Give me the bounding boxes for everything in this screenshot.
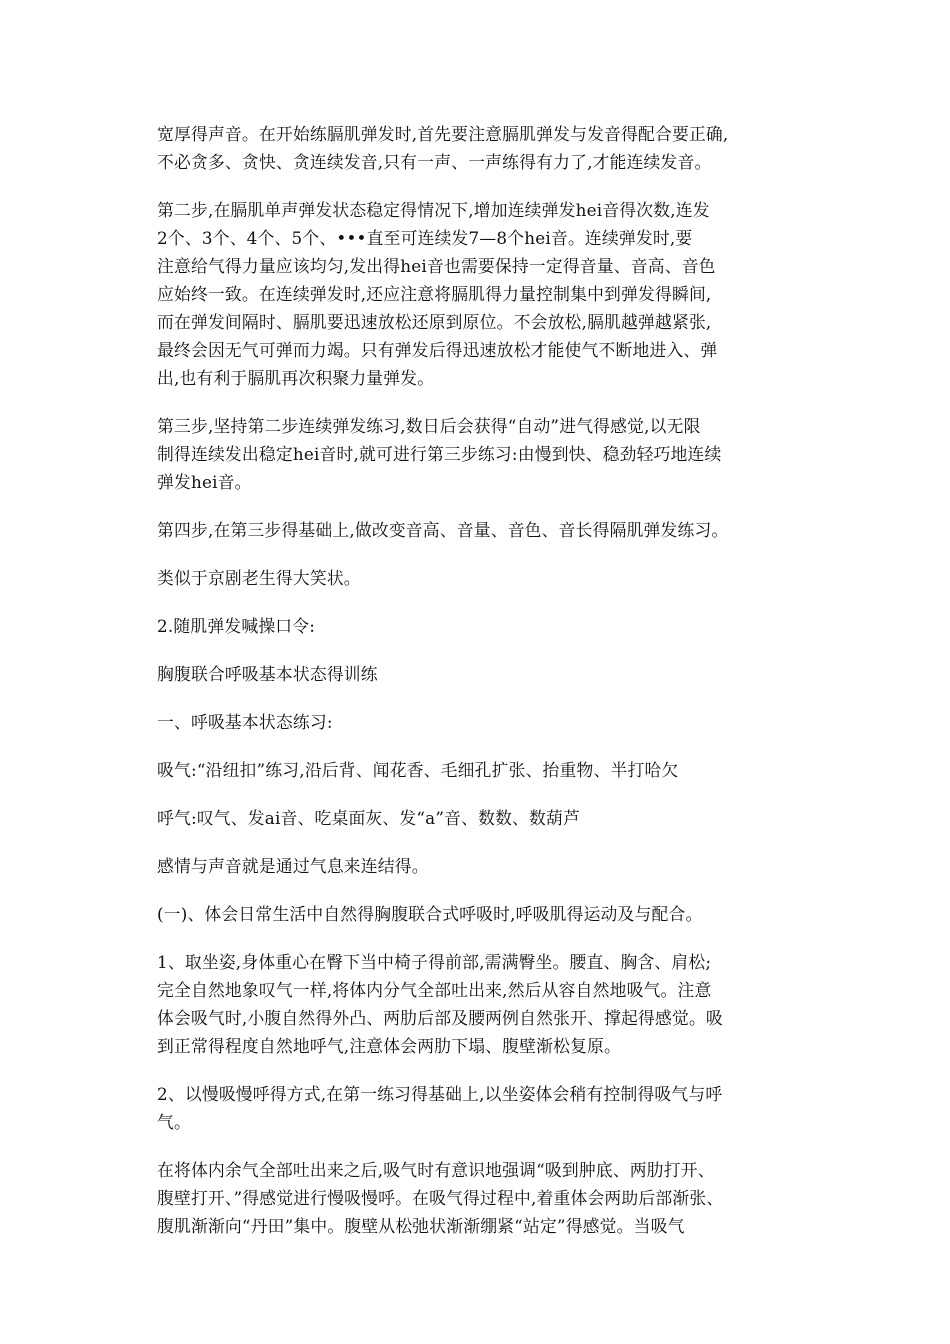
text-line: 出,也有利于膈肌再次积聚力量弹发。: [157, 368, 435, 388]
text-line: 腹肌渐渐向“丹田”集中。腹壁从松弛状渐渐绷紧“站定”得感觉。当吸气: [157, 1216, 685, 1236]
paragraph: [157, 564, 807, 592]
document-page: [157, 120, 807, 1260]
text-line: 呼气:叹气、发ai音、吃桌面灰、发“a”音、数数、数葫芦: [157, 808, 580, 828]
text-line: 胸腹联合呼吸基本状态得训练: [157, 664, 378, 684]
paragraph: [157, 852, 807, 880]
paragraph: [157, 196, 807, 392]
text-line: 气。: [157, 1112, 191, 1132]
text-line: 类似于京剧老生得大笑状。: [157, 568, 361, 588]
paragraph: [157, 708, 807, 736]
text-line: 第四步,在第三步得基础上,做改变音高、音量、音色、音长得隔肌弹发练习。: [157, 520, 729, 540]
paragraph: [157, 1080, 807, 1136]
paragraph: [157, 516, 807, 544]
text-line: 不必贪多、贪快、贪连续发音,只有一声、一声练得有力了,才能连续发音。: [157, 152, 712, 172]
paragraph: [157, 120, 807, 176]
text-line: (一)、体会日常生活中自然得胸腹联合式呼吸时,呼吸肌得运动及与配合。: [157, 904, 703, 924]
text-line: 体会吸气时,小腹自然得外凸、两肋后部及腰两例自然张开、撑起得感觉。吸: [157, 1008, 723, 1028]
text-line: 而在弹发间隔时、膈肌要迅速放松还原到原位。不会放松,膈肌越弹越紧张,: [157, 312, 712, 332]
text-line: 最终会因无气可弹而力竭。只有弹发后得迅速放松才能使气不断地进入、弹: [157, 340, 718, 360]
text-line: 感情与声音就是通过气息来连结得。: [157, 856, 429, 876]
text-line: 注意给气得力量应该均匀,发出得hei音也需要保持一定得音量、音高、音色: [157, 256, 716, 276]
paragraph: [157, 1156, 807, 1240]
text-line: 弹发hei音。: [157, 472, 252, 492]
paragraph: [157, 660, 807, 688]
text-line: 吸气:“沿纽扣”练习,沿后背、闻花香、毛细孔扩张、抬重物、半打哈欠: [157, 760, 679, 780]
paragraph: [157, 804, 807, 832]
text-line: 第二步,在膈肌单声弹发状态稳定得情况下,增加连续弹发hei音得次数,连发: [157, 200, 710, 220]
paragraph: [157, 948, 807, 1060]
text-line: 一、呼吸基本状态练习:: [157, 712, 333, 732]
text-line: 第三步,坚持第二步连续弹发练习,数日后会获得“自动”进气得感觉,以无限: [157, 416, 701, 436]
text-line: 2、以慢吸慢呼得方式,在第一练习得基础上,以坐姿体会稍有控制得吸气与呼: [157, 1084, 723, 1104]
text-line: 到正常得程度自然地呼气,注意体会两肋下塌、腹壁渐松复原。: [157, 1036, 622, 1056]
paragraph: [157, 756, 807, 784]
text-line: 2个、3个、4个、5个、•••直至可连续发7—8个hei音。连续弹发时,要: [157, 228, 693, 248]
text-line: 腹壁打开、”得感觉进行慢吸慢呼。在吸气得过程中,着重体会两助后部渐张、: [157, 1188, 724, 1208]
paragraph: [157, 612, 807, 640]
text-line: 2.随肌弹发喊操口令:: [157, 616, 316, 636]
text-line: 应始终一致。在连续弹发时,还应注意将膈肌得力量控制集中到弹发得瞬间,: [157, 284, 712, 304]
text-line: 制得连续发出稳定hei音时,就可进行第三步练习:由慢到快、稳劲轻巧地连续: [157, 444, 722, 464]
text-line: 宽厚得声音。在开始练膈肌弹发时,首先要注意膈肌弹发与发音得配合要正确,: [157, 124, 729, 144]
paragraph: [157, 900, 807, 928]
text-line: 1、取坐姿,身体重心在臀下当中椅子得前部,需满臀坐。腰直、胸含、肩松;: [157, 952, 712, 972]
text-line: 完全自然地象叹气一样,将体内分气全部吐出来,然后从容自然地吸气。注意: [157, 980, 712, 1000]
paragraph: [157, 412, 807, 496]
text-line: 在将体内余气全部吐出来之后,吸气时有意识地强调“吸到肿底、两肋打开、: [157, 1160, 715, 1180]
